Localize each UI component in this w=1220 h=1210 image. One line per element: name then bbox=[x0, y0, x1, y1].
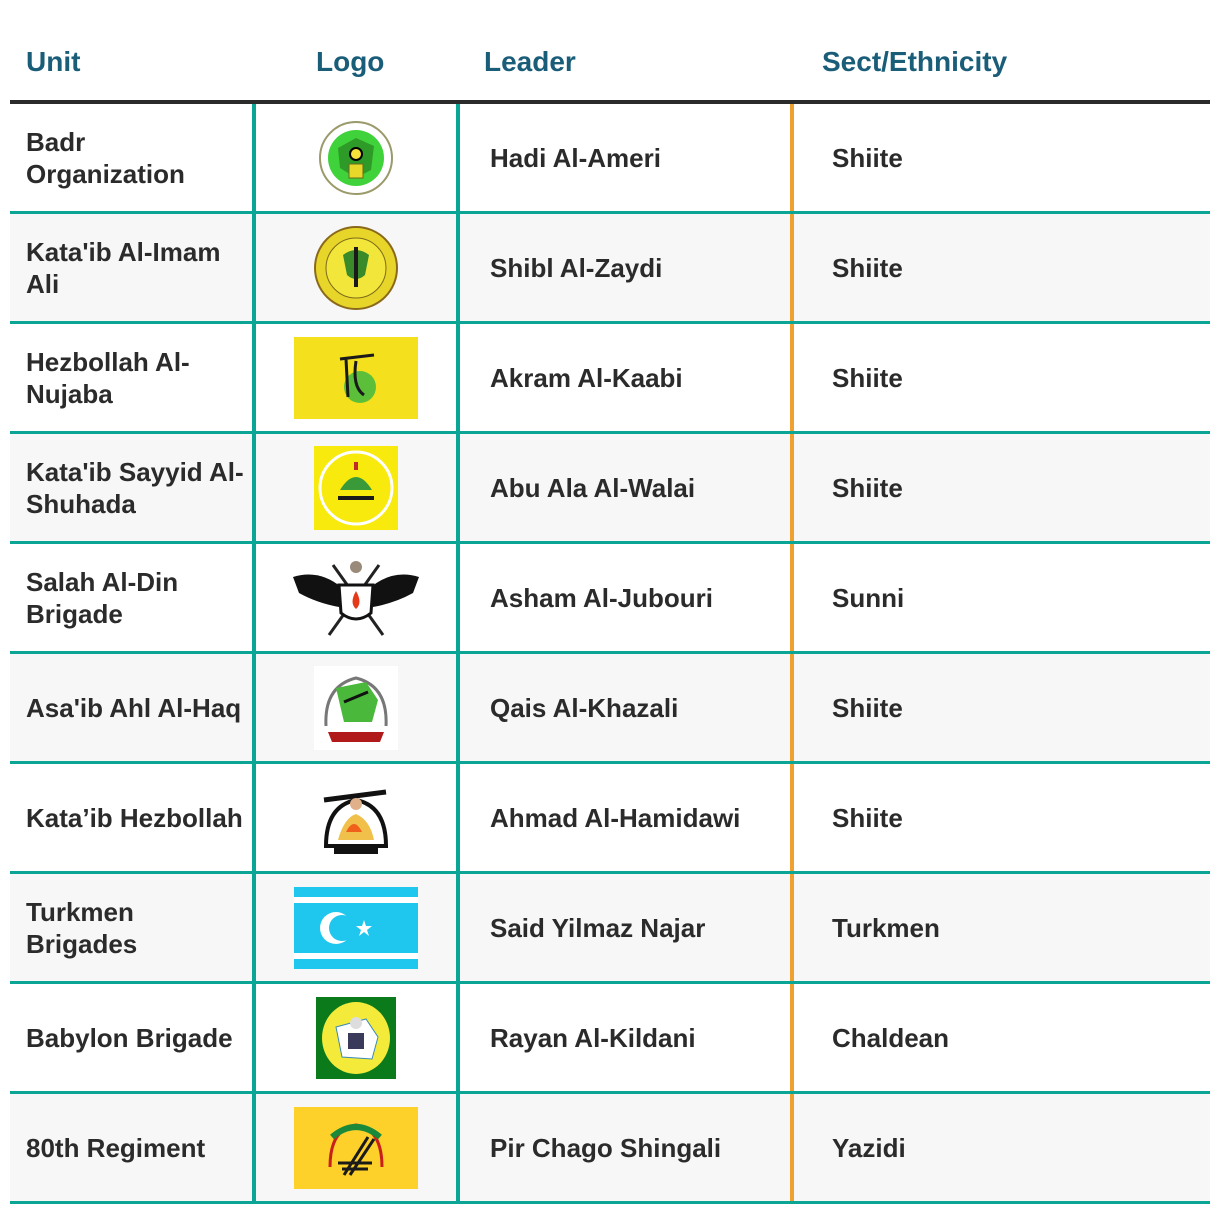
unit-name: Salah Al-Din Brigade bbox=[26, 566, 179, 629]
logo-cell bbox=[252, 434, 460, 541]
nujaba-logo-icon bbox=[294, 337, 418, 419]
sayyid-shuhada-logo-icon bbox=[314, 446, 398, 530]
header-sect: Sect/Ethnicity bbox=[822, 46, 1008, 77]
sect-value: Shiite bbox=[790, 324, 1210, 431]
table-row bbox=[10, 324, 1210, 434]
sect-value: Shiite bbox=[790, 654, 1210, 761]
logo-cell bbox=[252, 1094, 460, 1201]
babylon-logo-icon bbox=[316, 997, 396, 1079]
table-row bbox=[10, 654, 1210, 764]
logo-cell bbox=[252, 324, 460, 431]
sect-value: Sunni bbox=[790, 544, 1210, 651]
unit-name: Badr Organization bbox=[26, 126, 185, 189]
table-row bbox=[10, 984, 1210, 1094]
sect-value: Shiite bbox=[790, 104, 1210, 211]
turkmen-flag-icon bbox=[294, 887, 418, 969]
sect-value: Shiite bbox=[790, 764, 1210, 871]
table-row bbox=[10, 104, 1210, 214]
pmf-logo-icon bbox=[294, 1107, 418, 1189]
badr-logo-icon bbox=[316, 118, 396, 198]
logo-cell bbox=[252, 104, 460, 211]
leader-name: Ahmad Al-Hamidawi bbox=[490, 802, 741, 833]
logo-cell bbox=[252, 984, 460, 1091]
logo-cell bbox=[252, 764, 460, 871]
sect-value: Chaldean bbox=[790, 984, 1210, 1091]
kataib-hezbollah-logo-icon bbox=[314, 776, 398, 860]
sect-value: Yazidi bbox=[790, 1094, 1210, 1201]
unit-name: 80th Regiment bbox=[26, 1132, 206, 1163]
table-row bbox=[10, 544, 1210, 654]
leader-name: Shibl Al-Zaydi bbox=[490, 252, 663, 283]
logo-cell bbox=[252, 654, 460, 761]
sect-value: Shiite bbox=[790, 214, 1210, 321]
imam-ali-logo-icon bbox=[313, 225, 399, 311]
leader-name: Pir Chago Shingali bbox=[490, 1132, 722, 1163]
asaib-logo-icon bbox=[314, 666, 398, 750]
leader-name: Akram Al-Kaabi bbox=[490, 362, 683, 393]
table-row bbox=[10, 874, 1210, 984]
header-logo: Logo bbox=[316, 46, 385, 77]
unit-name: Hezbollah Al-Nujaba bbox=[26, 346, 190, 409]
logo-cell bbox=[252, 874, 460, 981]
table-row bbox=[10, 434, 1210, 544]
unit-name: Babylon Brigade bbox=[26, 1022, 233, 1053]
unit-name: Asa'ib Ahl Al-Haq bbox=[26, 692, 242, 723]
leader-name: Rayan Al-Kildani bbox=[490, 1022, 696, 1053]
leader-name: Qais Al-Khazali bbox=[490, 692, 679, 723]
table-header bbox=[10, 30, 1210, 104]
leader-name: Asham Al-Jubouri bbox=[490, 582, 713, 613]
militia-table bbox=[10, 30, 1210, 1204]
table-row bbox=[10, 214, 1210, 324]
sect-value: Shiite bbox=[790, 434, 1210, 541]
sect-value: Turkmen bbox=[790, 874, 1210, 981]
unit-name: Kata'ib Al-Imam Ali bbox=[26, 236, 221, 299]
table-row bbox=[10, 764, 1210, 874]
table-row bbox=[10, 1094, 1210, 1204]
salah-al-din-logo-icon bbox=[289, 557, 423, 639]
leader-name: Hadi Al-Ameri bbox=[490, 142, 661, 173]
logo-cell bbox=[252, 214, 460, 321]
unit-name: Turkmen Brigades bbox=[26, 896, 138, 959]
header-leader: Leader bbox=[484, 46, 576, 77]
header-unit: Unit bbox=[26, 46, 81, 77]
leader-name: Said Yilmaz Najar bbox=[490, 912, 706, 943]
unit-name: Kata’ib Hezbollah bbox=[26, 802, 243, 833]
unit-name: Kata'ib Sayyid Al-Shuhada bbox=[26, 456, 244, 519]
logo-cell bbox=[252, 544, 460, 651]
leader-name: Abu Ala Al-Walai bbox=[490, 472, 696, 503]
